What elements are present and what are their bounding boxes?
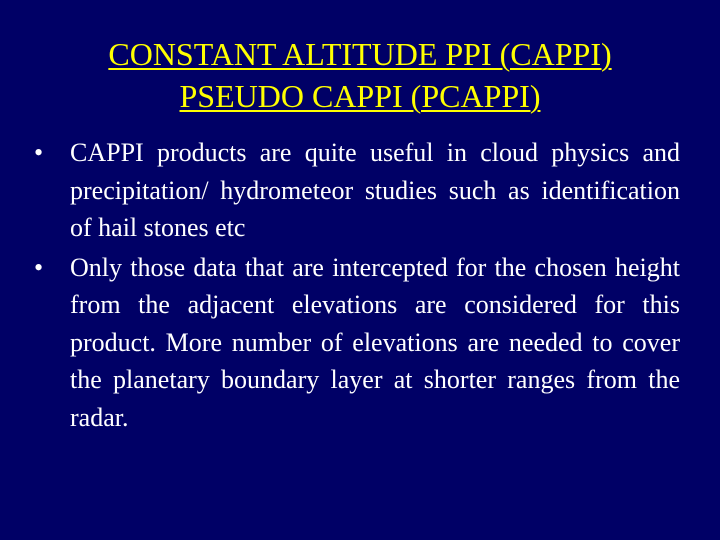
bullet-text-2: Only those data that are intercepted for the chosen height from the adjacent elevations are considered for this product. More number of elevations are needed to cover the planetary boundary layer at shorter ranges from the radar. [70,252,680,432]
title-line-2: PSEUDO CAPPI (PCAPPI) [179,78,541,114]
bullet-marker: • [34,138,44,167]
bullet-item-2 [34,249,680,437]
bullet-marker: • [34,252,44,282]
title-line-1: CONSTANT ALTITUDE PPI (CAPPI) [108,36,612,72]
bullet-item-1 [34,134,680,247]
bullet-text-1: CAPPI products are quite useful in cloud physics and precipitation/ hydrometeor studies such as identification of hail stones etc [70,138,680,242]
slide-title [0,33,720,117]
bullet-list [34,134,680,438]
